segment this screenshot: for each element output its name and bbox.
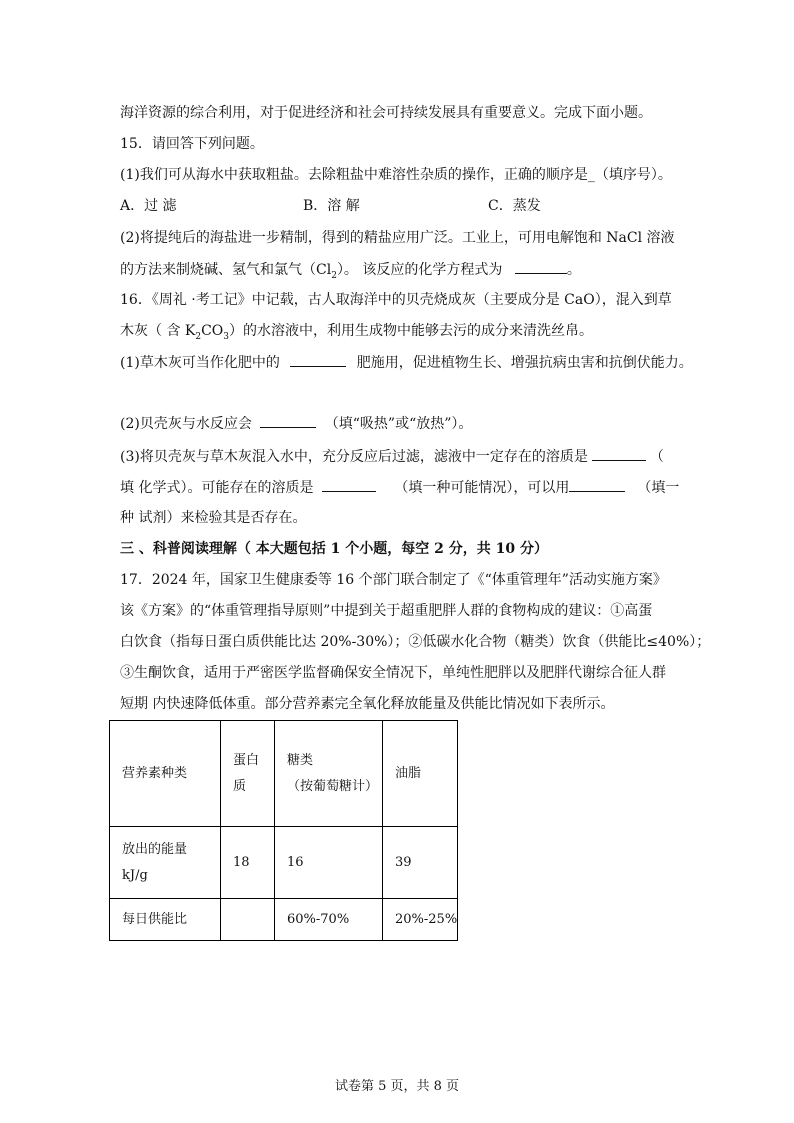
q16-line2-text: 木灰（ 含 K bbox=[120, 323, 196, 339]
q16-part3-line2 bbox=[120, 477, 679, 498]
table-header-cell: 糖类 （按葡萄糖计） bbox=[275, 721, 383, 827]
q16-part2-text-b: （填“吸热”或“放热”）。 bbox=[324, 416, 473, 432]
table-row bbox=[110, 899, 458, 941]
nutrient-table bbox=[109, 720, 458, 941]
q15-part2-text: 的方法来制烧碱、氢气和氯气（Cl bbox=[120, 262, 332, 278]
q16-part3-line1 bbox=[120, 446, 664, 467]
table-row bbox=[110, 827, 458, 899]
q16-part3-text: (3)将贝壳灰与草木灰混入水中，充分反应后过滤，滤液中一定存在的溶质是 bbox=[120, 449, 588, 465]
answer-blank[interactable] bbox=[290, 352, 346, 367]
intro-text: 海洋资源的综合利用，对于促进经济和社会可持续发展具有重要意义。完成下面小题。 bbox=[120, 105, 652, 121]
q16-part3-text-b: （ bbox=[649, 449, 664, 465]
q17-line1: 17．2024 年，国家卫生健康委等 16 个部门联合制定了《“体重管理年”活动实施方案》 bbox=[120, 572, 667, 588]
answer-blank[interactable] bbox=[515, 259, 567, 274]
q17-line5: 短期 内快速降低体重。部分营养素完全氧化释放能量及供能比情况如下表所示。 bbox=[120, 696, 615, 712]
answer-blank[interactable] bbox=[322, 477, 376, 492]
table-cell: 18 bbox=[221, 827, 275, 899]
table-cell[interactable] bbox=[221, 899, 275, 941]
q15-option-b: B．溶 解 bbox=[303, 198, 360, 214]
q15-stem: 15．请回答下列问题。 bbox=[120, 136, 264, 152]
subscript: 2 bbox=[331, 270, 337, 281]
q15-part2-line1: (2)将提纯后的海盐进一步精制，得到的精盐应用广泛。工业上，可用电解饱和 NaCl 溶液 bbox=[120, 230, 675, 246]
q16-part2-text: (2)贝壳灰与水反应会 bbox=[120, 416, 252, 432]
table-header-cell: 营养素种类 bbox=[110, 721, 221, 827]
q16-line2-co: CO bbox=[201, 323, 224, 339]
q17-line4: ③生酮饮食，适用于严密医学监督确保安全情况下，单纯性肥胖以及肥胖代谢综合征人群 bbox=[120, 665, 666, 681]
q16-part1 bbox=[120, 352, 693, 373]
q16-part3-line3: 种 试剂）来检验其是否存在。 bbox=[120, 510, 307, 526]
q16-line2-text-b: ）的水溶液中，利用生成物中能够去污的成分来清洗丝帛。 bbox=[229, 323, 594, 339]
q15-part2-line2 bbox=[120, 259, 581, 286]
q16-part1-text: (1)草木灰可当作化肥中的 bbox=[120, 355, 280, 371]
q17-line2: 该《方案》的“体重管理指导原则”中提到关于超重肥胖人群的食物构成的建议：①高蛋 bbox=[120, 603, 653, 619]
table-row bbox=[110, 721, 458, 827]
answer-blank[interactable] bbox=[569, 477, 625, 492]
q15-part2-end: 。 bbox=[566, 262, 581, 278]
q16-part3-text-c: 填 化学式）。可能存在的溶质是 bbox=[120, 480, 314, 496]
answer-blank[interactable] bbox=[592, 446, 646, 461]
table-header-cell: 油脂 bbox=[383, 721, 458, 827]
q16-line1: 16．《周礼 ·考工记》中记载，古人取海洋中的贝壳烧成灰（主要成分是 CaO），混入到草 bbox=[120, 292, 672, 308]
subscript: 3 bbox=[223, 331, 230, 342]
q16-part3-text-e: （填一 bbox=[637, 480, 680, 496]
subscript: 2 bbox=[195, 331, 202, 342]
table-cell: 20%-25% bbox=[383, 899, 458, 941]
q16-line2 bbox=[120, 321, 593, 347]
table-cell: 每日供能比 bbox=[110, 899, 221, 941]
q17-line3: 白饮食（指每日蛋白质供能比达 20%-30%）；②低碳水化合物（糖类）饮食（供能比≤40%）； bbox=[120, 634, 711, 650]
q15-part1: (1)我们可从海水中获取粗盐。去除粗盐中难溶性杂质的操作，正确的顺序是_（填序号）。 bbox=[120, 167, 672, 183]
table-header-cell: 蛋白 质 bbox=[221, 721, 275, 827]
q15-option-a: A．过 滤 bbox=[120, 198, 177, 214]
q15-part2-text-b: ）。 该反应的化学方程式为 bbox=[336, 262, 503, 278]
section-heading: 三 、科普阅读理解（ 本大题包括 1 个小题，每空 2 分，共 10 分） bbox=[120, 541, 548, 557]
q16-part1-text-b: 肥施用，促进植物生长、增强抗病虫害和抗倒伏能力。 bbox=[356, 355, 693, 371]
q15-option-c: C．蒸发 bbox=[488, 198, 541, 214]
table-cell: 39 bbox=[383, 827, 458, 899]
answer-blank[interactable] bbox=[260, 413, 316, 428]
table-cell: 放出的能量 kJ/g bbox=[110, 827, 221, 899]
page-footer: 试卷第 5 页，共 8 页 bbox=[334, 1079, 460, 1094]
table-cell: 16 bbox=[275, 827, 383, 899]
q16-part2 bbox=[120, 413, 472, 434]
table-cell: 60%-70% bbox=[275, 899, 383, 941]
q16-part3-text-d: （填一种可能情况），可以用 bbox=[394, 480, 570, 496]
